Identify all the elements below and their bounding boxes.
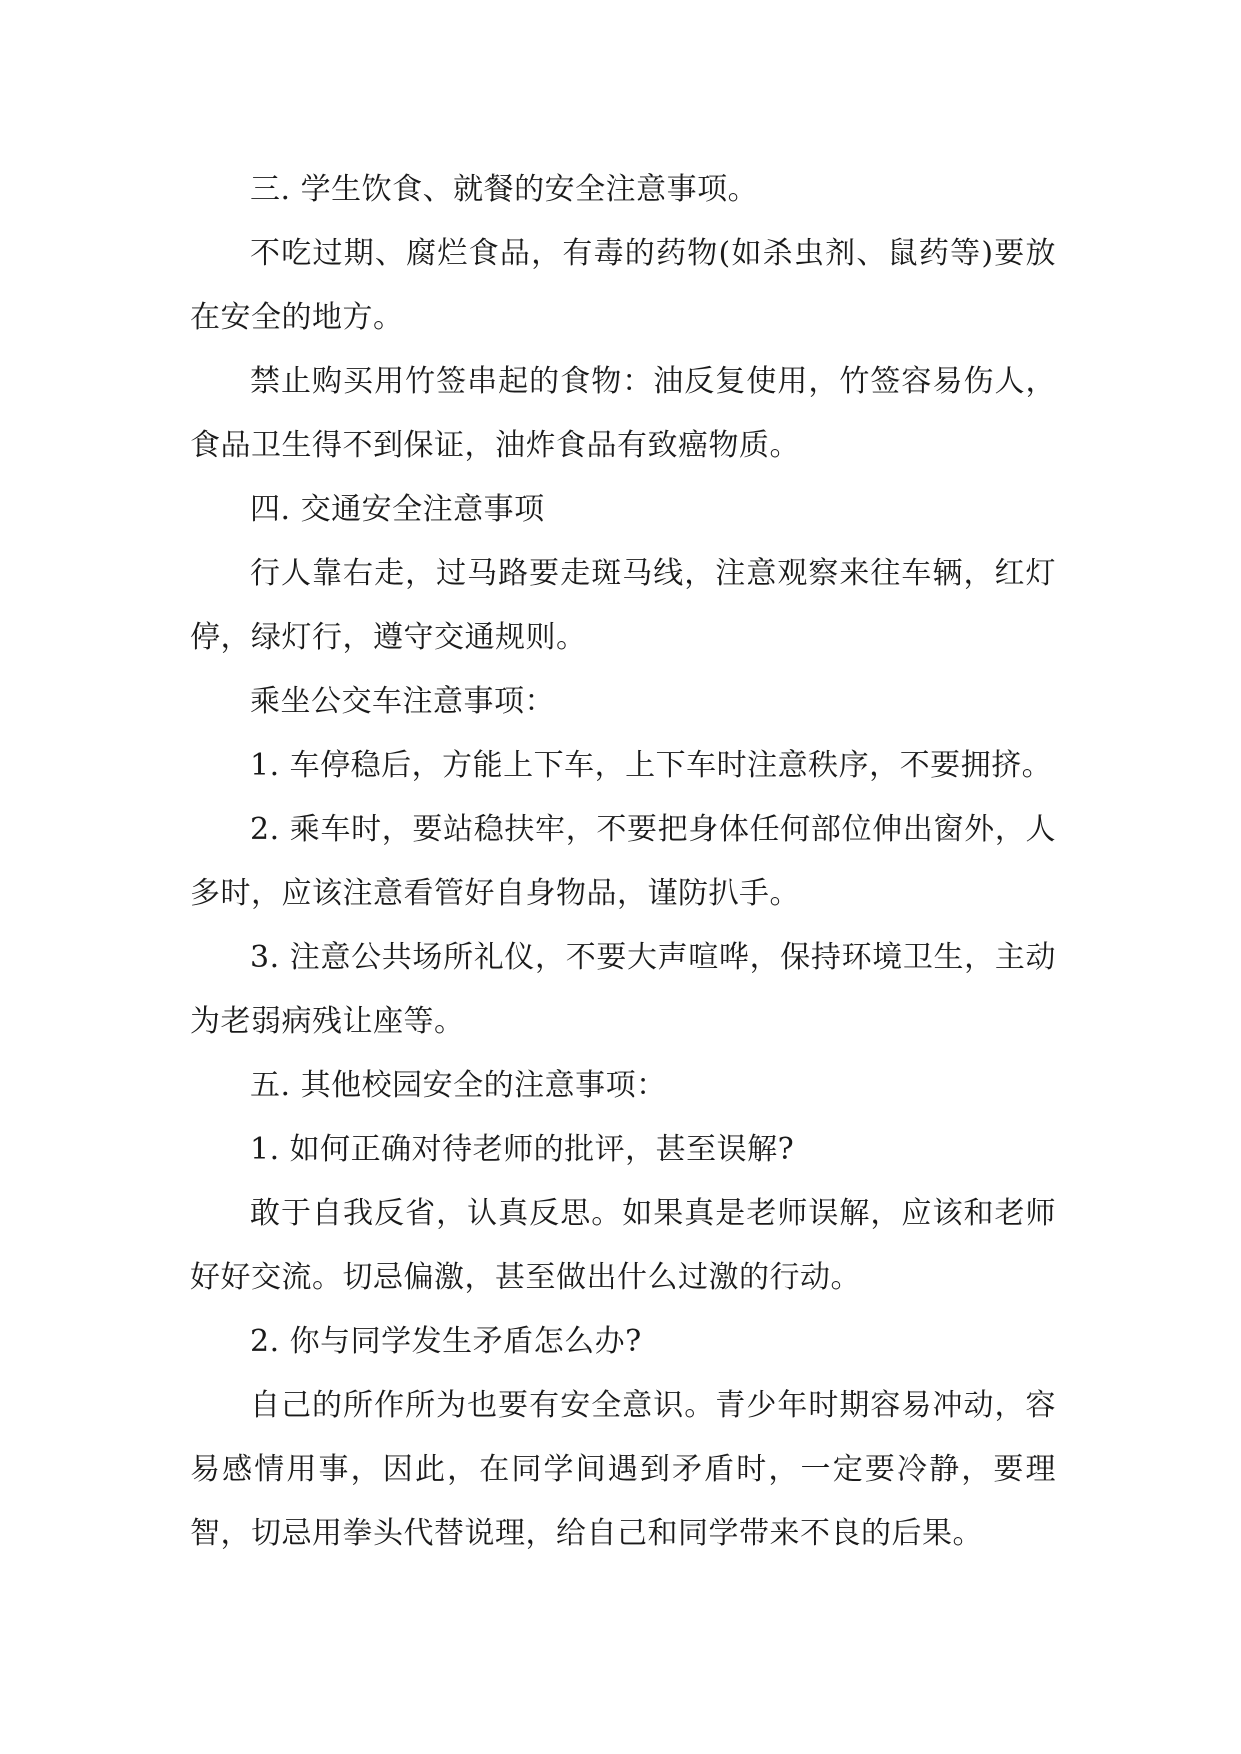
question-classmate-conflict: 2. 你与同学发生矛盾怎么办? — [250, 1324, 642, 1359]
list-item-bus-1: 1. 车停稳后，方能上下车，上下车时注意秩序，不要拥挤。 — [250, 748, 1053, 783]
paragraph-pedestrian-rules: 行人靠右走，过马路要走斑马线，注意观察来往车辆，红灯停，绿灯行，遵守交通规则。 — [190, 556, 1056, 655]
paragraph-skewered-food: 禁止购买用竹签串起的食物：油反复使用，竹签容易伤人，食品卫生得不到保证，油炸食品有致癌物质。 — [190, 364, 1056, 463]
list-item-bus-2: 2. 乘车时，要站稳扶牢，不要把身体任何部位伸出窗外，人多时，应该注意看管好自身物品，谨防扒手。 — [190, 812, 1056, 911]
answer-teacher-criticism: 敢于自我反省，认真反思。如果真是老师误解，应该和老师好好交流。切忌偏激，甚至做出什么过激的行动。 — [190, 1196, 1056, 1295]
list-item-bus-3: 3. 注意公共场所礼仪，不要大声喧哗，保持环境卫生，主动为老弱病残让座等。 — [190, 940, 1056, 1039]
section-heading-diet-safety: 三. 学生饮食、就餐的安全注意事项。 — [250, 172, 759, 207]
question-teacher-criticism: 1. 如何正确对待老师的批评，甚至误解? — [250, 1132, 795, 1167]
section-heading-traffic-safety: 四. 交通安全注意事项 — [250, 492, 545, 527]
document-body — [190, 158, 1056, 1566]
subheading-bus-safety: 乘坐公交车注意事项： — [250, 684, 555, 719]
paragraph-expired-food: 不吃过期、腐烂食品，有毒的药物(如杀虫剂、鼠药等)要放在安全的地方。 — [190, 236, 1056, 335]
section-heading-campus-safety: 五. 其他校园安全的注意事项： — [250, 1068, 667, 1103]
answer-classmate-conflict: 自己的所作所为也要有安全意识。青少年时期容易冲动，容易感情用事，因此，在同学间遇到矛盾时，一定要冷静，要理智，切忌用拳头代替说理，给自己和同学带来不良的后果。 — [190, 1388, 1056, 1551]
